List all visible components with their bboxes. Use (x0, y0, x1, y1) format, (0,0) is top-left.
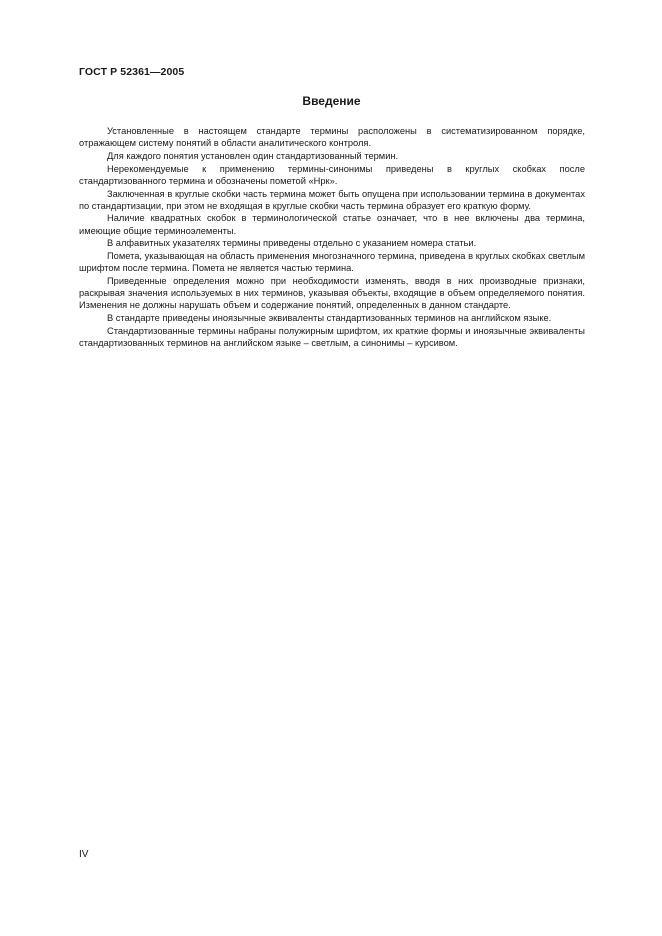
paragraph: Помета, указывающая на область применения многозначного термина, приведена в круглых скобках светлым шрифтом после термина. Помета не является частью термина. (79, 251, 585, 274)
paragraph: Установленные в настоящем стандарте термины расположены в систематизированном порядке, отражающем систему понятий в области аналитического контроля. (79, 126, 585, 149)
paragraph: Стандартизованные термины набраны полужирным шрифтом, их краткие формы и иноязычные эквиваленты стандартизованных терминов на английском языке – светлым, а синонимы – курсивом. (79, 325, 585, 348)
page-number: IV (79, 849, 89, 860)
paragraph: Для каждого понятия установлен один стандартизованный термин. (107, 150, 399, 161)
document-code: ГОСТ Р 52361—2005 (79, 66, 185, 78)
paragraph: Приведенные определения можно при необходимости изменять, вводя в них производные признаки, раскрывая значения используемых в них терминов, указывая объекты, входящие в объем определяемого понятия. Изменения не должны нарушать объем и содержание понятий, определенных в данном стандарте. (79, 275, 585, 311)
paragraph: Наличие квадратных скобок в терминологической статье означает, что в нее включены два термина, имеющие общие терминоэлементы. (79, 213, 585, 236)
section-title: Введение (302, 94, 361, 108)
paragraph: В алфавитных указателях термины приведены отдельно с указанием номера статьи. (107, 238, 477, 249)
body-text (79, 125, 585, 350)
paragraph: В стандарте приведены иноязычные эквиваленты стандартизованных терминов на английском языке. (107, 313, 552, 324)
paragraph: Нерекомендуемые к применению термины-синонимы приведены в круглых скобках после стандартизованного термина и обозначены пометой «Нрк». (79, 163, 585, 186)
paragraph: Заключенная в круглые скобки часть термина может быть опущена при использовании термина в документах по стандартизации, при этом не входящая в круглые скобки часть термина образует его краткую форму. (79, 188, 585, 211)
